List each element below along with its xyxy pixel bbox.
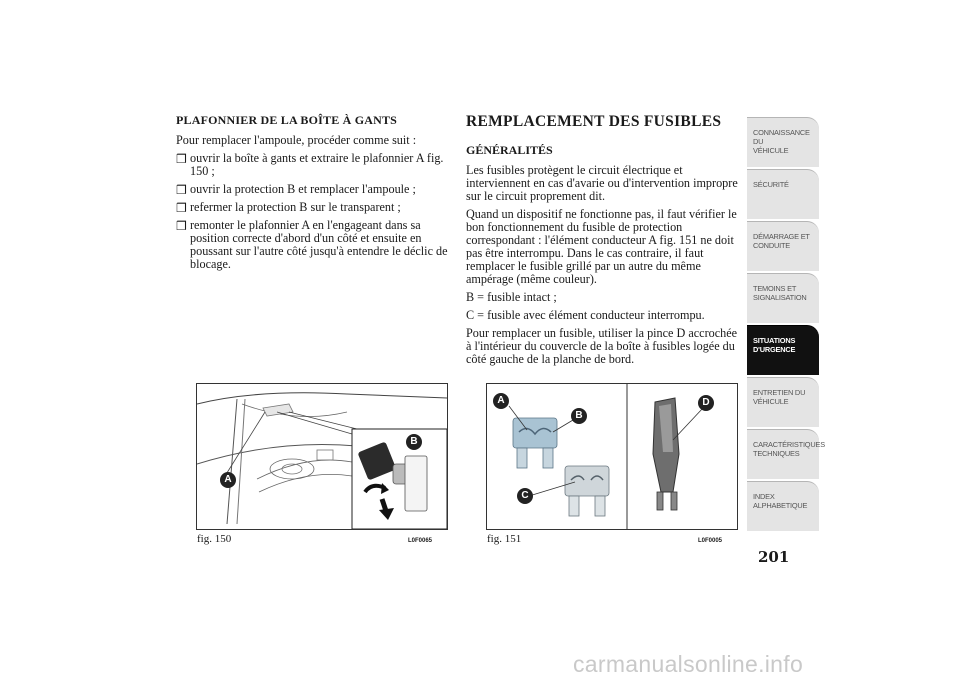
step-item: ❒ ouvrir la protection B et remplacer l'ampoule ; <box>176 182 416 197</box>
step-item: ❒ ouvrir la boîte à gants et extraire le plafonnier A fig. 150 ; <box>176 151 444 178</box>
tab-index-alphabetique[interactable]: INDEX ALPHABETIQUE <box>747 481 819 531</box>
intact-fuse <box>513 418 557 468</box>
step-item: ❒ remonter le plafonnier A en l'engageant dans sa position correcte d'abord d'un côté et ensuite en poussant sur l'autre côté jusqu'à entendre le déclic de blocage. <box>176 218 448 271</box>
figure-150-code: L0F0065 <box>408 538 433 544</box>
callout-label-d: D <box>698 395 714 411</box>
right-column <box>466 113 738 371</box>
left-column <box>176 113 448 276</box>
fuse-paragraph: B = fusible intact ; <box>466 290 557 304</box>
chapter-tabs <box>747 117 825 533</box>
fuse-paragraph: Pour remplacer un fusible, utiliser la pince D accrochée à l'intérieur du couvercle de la boîte à fusibles logée du côté gauche de la planche de bord. <box>466 326 738 366</box>
glovebox-steps <box>176 152 448 271</box>
tab-demarrage-et-conduite[interactable]: DÉMARRAGE ET CONDUITE <box>747 221 819 271</box>
figure-151-fuses <box>486 383 738 530</box>
tab-entretien-du-vehicule[interactable]: ENTRETIEN DU VÉHICULE <box>747 377 819 427</box>
checkbox-bullet-icon: ❒ <box>176 152 187 166</box>
watermark: carmanualsonline.info <box>573 651 804 677</box>
figure-151-code: L0F0005 <box>698 538 723 544</box>
blown-fuse <box>565 466 609 516</box>
figure-150-caption: fig. 150 <box>197 533 232 545</box>
general-section-title: GÉNÉRALITÉS <box>466 143 553 157</box>
callout-label-c: C <box>517 488 533 504</box>
figure-151-caption: fig. 151 <box>487 533 522 545</box>
fuse-replacement-title: REMPLACEMENT DES FUSIBLES <box>466 113 722 130</box>
page-number: 201 <box>758 548 790 566</box>
callout-label-a: A <box>493 393 509 409</box>
checkbox-bullet-icon: ❒ <box>176 201 187 215</box>
tab-situations-d-urgence[interactable]: SITUATIONS D'URGENCE <box>747 325 819 375</box>
fuse-paragraph: Quand un dispositif ne fonctionne pas, il faut vérifier le bon fonctionnement du fusible de protection correspondant : l'élément conducteur A fig. 151 ne doit pas être interrompu. Dans le cas contraire, il faut remplacer le fusible grillé par un autre du même ampérage (même couleur). <box>466 207 737 286</box>
callout-label-b: B <box>406 434 422 450</box>
step-item: ❒ refermer la protection B sur le transparent ; <box>176 200 401 215</box>
tab-securite[interactable]: SÉCURITÉ <box>747 169 819 219</box>
figure-150-glovebox-light <box>196 383 448 530</box>
tab-temoins-et-signalisation[interactable]: TEMOINS ET SIGNALISATION <box>747 273 819 323</box>
callout-label-b: B <box>571 408 587 424</box>
fuse-paragraph: C = fusible avec élément conducteur interrompu. <box>466 308 705 322</box>
tab-caracteristiques-techniques[interactable]: CARACTÉRISTIQUES TECHNIQUES <box>747 429 819 479</box>
glovebox-light-title: PLAFONNIER DE LA BOÎTE À GANTS <box>176 113 398 127</box>
glovebox-intro: Pour remplacer l'ampoule, procéder comme suit : <box>176 133 417 147</box>
fuse-paragraph: Les fusibles protègent le circuit électrique et interviennent en cas d'avarie ou d'intervention impropre sur le circuit proprement dit. <box>466 163 738 203</box>
checkbox-bullet-icon: ❒ <box>176 183 187 197</box>
glovebox-illustration <box>197 384 447 529</box>
callout-label-a: A <box>220 472 236 488</box>
fuse-puller <box>653 398 679 510</box>
tab-connaissance-du-vehicule[interactable]: CONNAISSANCE DU VÉHICULE <box>747 117 819 167</box>
checkbox-bullet-icon: ❒ <box>176 219 187 233</box>
